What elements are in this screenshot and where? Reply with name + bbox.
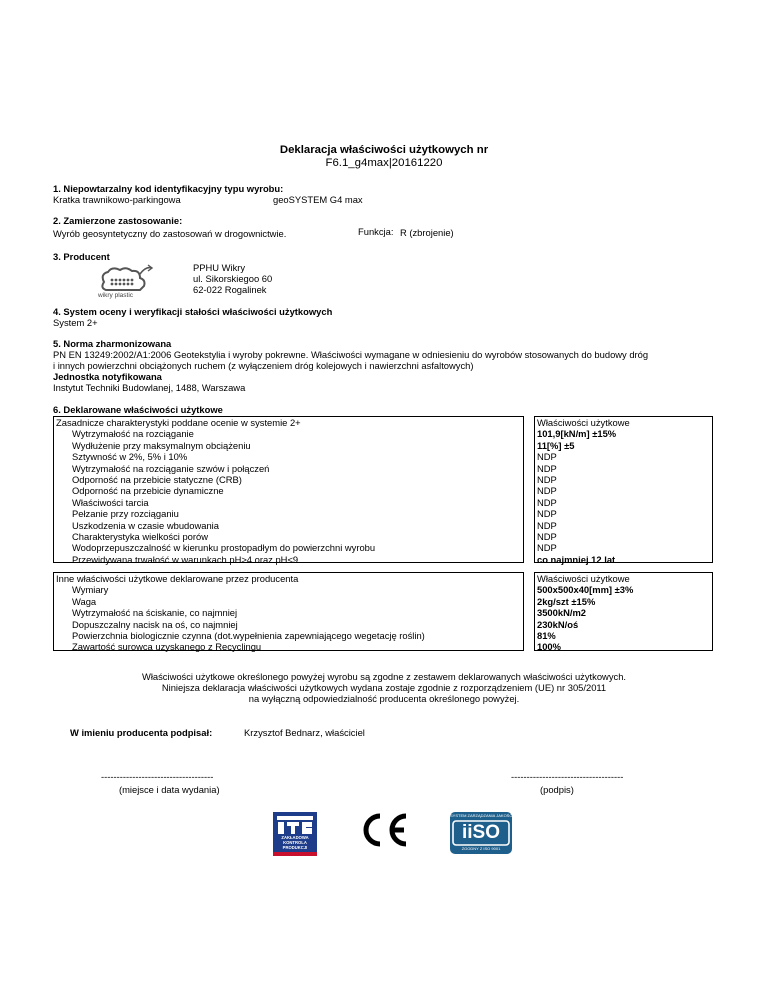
table-row-value: 500x500x40[mm] ±3% — [537, 584, 634, 596]
notified-body: Instytut Techniki Budowlanej, 1488, Warszawa — [53, 382, 246, 393]
iso-bottom-text: ZGODNY Z ISO 9001 — [461, 846, 501, 851]
table-row-value: 230kN/oś — [537, 618, 579, 630]
table-row-value: 81% — [537, 629, 556, 641]
producer-city: 62-022 Rogalinek — [193, 284, 267, 295]
table-row-name: Wodoprzepuszczalność w kierunku prostopadłym do powierzchni wyrobu — [72, 542, 376, 554]
table-row-name: Odporność na przebicie statyczne (CRB) — [72, 473, 242, 485]
table-row-value: 3500kN/m2 — [537, 607, 586, 619]
producer-street: ul. Sikorskiegoo 60 — [193, 273, 273, 284]
iso-top-text: SYSTEM ZARZĄDZANIA JAKOŚCIĄ — [450, 813, 517, 818]
ce-mark — [356, 810, 412, 850]
product-name: geoSYSTEM G4 max — [273, 194, 363, 205]
producer-company: PPHU Wikry — [193, 262, 246, 273]
signature-label: W imieniu producenta podpisał: — [70, 727, 213, 738]
table-row-name: Dopuszczalny nacisk na oś, co najmniej — [72, 618, 238, 630]
intended-use: Wyrób geosyntetyczny do zastosowań w drogownictwie. — [53, 228, 287, 239]
table-row-value: 11[%] ±5 — [537, 439, 575, 451]
signature-line: ------------------------------------ — [511, 771, 624, 782]
function-value: R (zbrojenie) — [400, 227, 454, 238]
table-row-value: NDP — [537, 519, 557, 531]
table-1-header-left: Zasadnicze charakterystyki poddane ocenie w systemie 2+ — [56, 417, 301, 428]
iso-logo — [450, 812, 517, 854]
table-row-value: NDP — [537, 462, 557, 474]
table-row-name: Wytrzymałość na ściskanie, co najmniej — [72, 607, 238, 619]
place-date-line: ------------------------------------ — [101, 771, 214, 782]
table-2-header-left: Inne właściwości użytkowe deklarowane przez producenta — [56, 573, 299, 584]
conformity-line-3: na wyłączną odpowiedzialność producenta określonego powyżej. — [248, 693, 520, 704]
table-2-header-right: Właściwości użytkowe — [537, 573, 630, 584]
table-row-name: Wytrzymałość na rozciąganie — [72, 428, 194, 440]
table-row-name: Wydłużenie przy maksymalnym obciążeniu — [72, 439, 251, 451]
function-label: Funkcja: — [358, 226, 394, 237]
table-row-name: Pełzanie przy rozciąganiu — [72, 508, 179, 520]
section-4-heading: 4. System oceny i weryfikacji stałości właściwości użytkowych — [53, 306, 333, 317]
table-row-name: Właściwości tarcia — [72, 496, 149, 508]
standard-line-2: i innych powierzchni obciążonych ruchem (z wyłączeniem dróg kolejowych i nawierzchni asfaltowych) — [53, 360, 474, 371]
signature-caption: (podpis) — [540, 784, 574, 795]
table-row-name: Wymiary — [72, 584, 109, 596]
table-row-name: Charakterystyka wielkości porów — [72, 530, 208, 542]
table-row-value: NDP — [537, 542, 557, 554]
itb-logo — [273, 812, 317, 856]
document-title: Deklaracja właściwości użytkowych nr — [279, 144, 489, 156]
table-row-value: NDP — [537, 496, 557, 508]
table-row-value: NDP — [537, 530, 557, 542]
section-6-heading: 6. Deklarowane właściwości użytkowe — [53, 404, 223, 415]
notified-body-heading: Jednostka notyfikowana — [53, 371, 162, 382]
table-1-right — [534, 416, 713, 563]
section-2-heading: 2. Zamierzone zastosowanie: — [53, 215, 183, 226]
table-row-name: Uszkodzenia w czasie wbudowania — [72, 519, 219, 531]
table-row-name: Zawartość surowca uzyskanego z Recyclingu — [72, 641, 262, 653]
wikry-plastic-logo — [90, 262, 160, 304]
product-type: Kratka trawnikowo-parkingowa — [53, 194, 181, 205]
document-number: F6.1_g4max|20161220 — [325, 157, 443, 169]
table-row-name: Wytrzymałość na rozciąganie szwów i połączeń — [72, 462, 270, 474]
table-row-name: Przewidywana trwałość w warunkach pH>4 oraz pH<9 — [72, 553, 299, 565]
table-row-value: 2kg/szt ±15% — [537, 595, 596, 607]
table-row-value: NDP — [537, 473, 557, 485]
iso-main-text: iiSO — [461, 822, 500, 843]
section-5-heading: 5. Norma zharmonizowana — [53, 338, 172, 349]
itb-text-2: KONTROLA — [283, 840, 307, 845]
table-2-right — [534, 572, 713, 651]
section-3-heading: 3. Producent — [53, 251, 110, 262]
place-date-caption: (miejsce i data wydania) — [119, 784, 220, 795]
conformity-line-2: Niniejsza deklaracja właściwości użytkowych wydana zostaje zgodnie z rozporządzeniem (UE) nr 305/2011 — [161, 682, 607, 693]
section-1-heading: 1. Niepowtarzalny kod identyfikacyjny typu wyrobu: — [53, 183, 284, 194]
table-row-value: co najmniej 12 lat — [537, 553, 616, 565]
wikry-logo-text: wikry plastic — [98, 292, 134, 299]
itb-text-3: PRODUKCJI — [282, 845, 308, 850]
signer-name: Krzysztof Bednarz, właściciel — [244, 727, 365, 738]
table-row-name: Waga — [72, 595, 97, 607]
conformity-line-1: Właściwości użytkowe określonego powyżej wyrobu są zgodne z zestawem deklarowanych właściwości użytkowych. — [141, 671, 627, 682]
assessment-system: System 2+ — [53, 317, 98, 328]
table-1-left — [53, 416, 524, 563]
table-row-value: NDP — [537, 508, 557, 520]
table-row-value: NDP — [537, 485, 557, 497]
table-row-value: 100% — [537, 641, 561, 653]
table-row-name: Powierzchnia biologicznie czynna (dot.wypełnienia zapewniającego wegetację roślin) — [72, 629, 425, 641]
itb-text-1: ZAKŁADOWA — [281, 835, 309, 840]
table-row-value: NDP — [537, 451, 557, 463]
table-2-left — [53, 572, 524, 651]
table-row-value: 101,9[kN/m] ±15% — [537, 428, 617, 440]
table-row-name: Odporność na przebicie dynamiczne — [72, 485, 224, 497]
table-1-header-right: Właściwości użytkowe — [537, 417, 630, 428]
table-row-name: Sztywność w 2%, 5% i 10% — [72, 451, 188, 463]
standard-line-1: PN EN 13249:2002/A1:2006 Geotekstylia i wyroby pokrewne. Właściwości wymagane w odniesieniu do wyrobów stosowanych do budowy dróg — [53, 349, 649, 360]
